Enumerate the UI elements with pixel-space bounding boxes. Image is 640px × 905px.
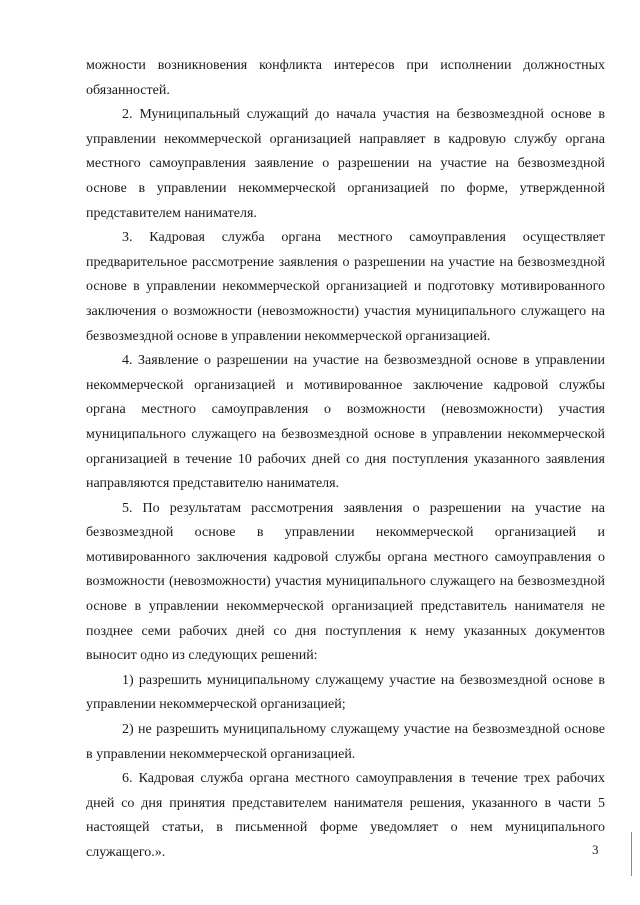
paragraph-item-3: 3. Кадровая служба органа местного самоуправления осуществляет предварительное рассмотрение заявления о разрешении на участие на безвозмездной основе в управлении некоммерческой организацией и подготовку мотивированного заключения о возможности (невозможности) участия муниципального служащего на безвозмездной основе в управлении некоммерческой организацией.: [86, 230, 605, 344]
scan-edge-mark: [631, 832, 632, 876]
paragraph-subitem-1: 1) разрешить муниципальному служащему участие на безвозмездной основе в управлении некоммерческой организацией;: [86, 672, 605, 713]
paragraph-item-2: 2. Муниципальный служащий до начала участия на безвозмездной основе в управлении некоммерческой организацией направляет в кадровую службу органа местного самоуправления заявление о разрешении на участие на безвозмездной основе в управлении некоммерческой организацией по форме, утвержденной представителем нанимателя.: [86, 107, 605, 221]
paragraph-subitem-2: 2) не разрешить муниципальному служащему участие на безвозмездной основе в управлении некоммерческой организацией.: [86, 722, 605, 762]
document-body: [86, 54, 605, 866]
paragraph-item-5: 5. По результатам рассмотрения заявления о разрешении на участие на безвозмездной основе в управлении некоммерческой организацией и мотивированного заключения кадровой службы органа местного самоуправления о возможности (невозможности) участия муниципального служащего на безвозмездной основе в управлении некоммерческой организацией представитель нанимателя не позднее семи рабочих дней со дня поступления к нему указанных документов выносит одно из следующих решений:: [86, 500, 605, 664]
paragraph-continuation: можности возникновения конфликта интересов при исполнении должностных обязанностей.: [86, 58, 605, 98]
paragraph-item-6: 6. Кадровая служба органа местного самоуправления в течение трех рабочих дней со дня принятия представителем нанимателя решения, указанного в части 5 настоящей статьи, в письменной форме уведомляет о нем муниципального служащего.».: [86, 771, 605, 860]
paragraph-item-4: 4. Заявление о разрешении на участие на безвозмездной основе в управлении некоммерческой организацией и мотивированное заключение кадровой службы органа местного самоуправления о возможности (невозможности) участия муниципального служащего на безвозмездной основе в управлении некоммерческой организацией в течение 10 рабочих дней со дня поступления указанного заявления направляются представителю нанимателя.: [86, 353, 605, 492]
page-number: 3: [592, 842, 599, 857]
